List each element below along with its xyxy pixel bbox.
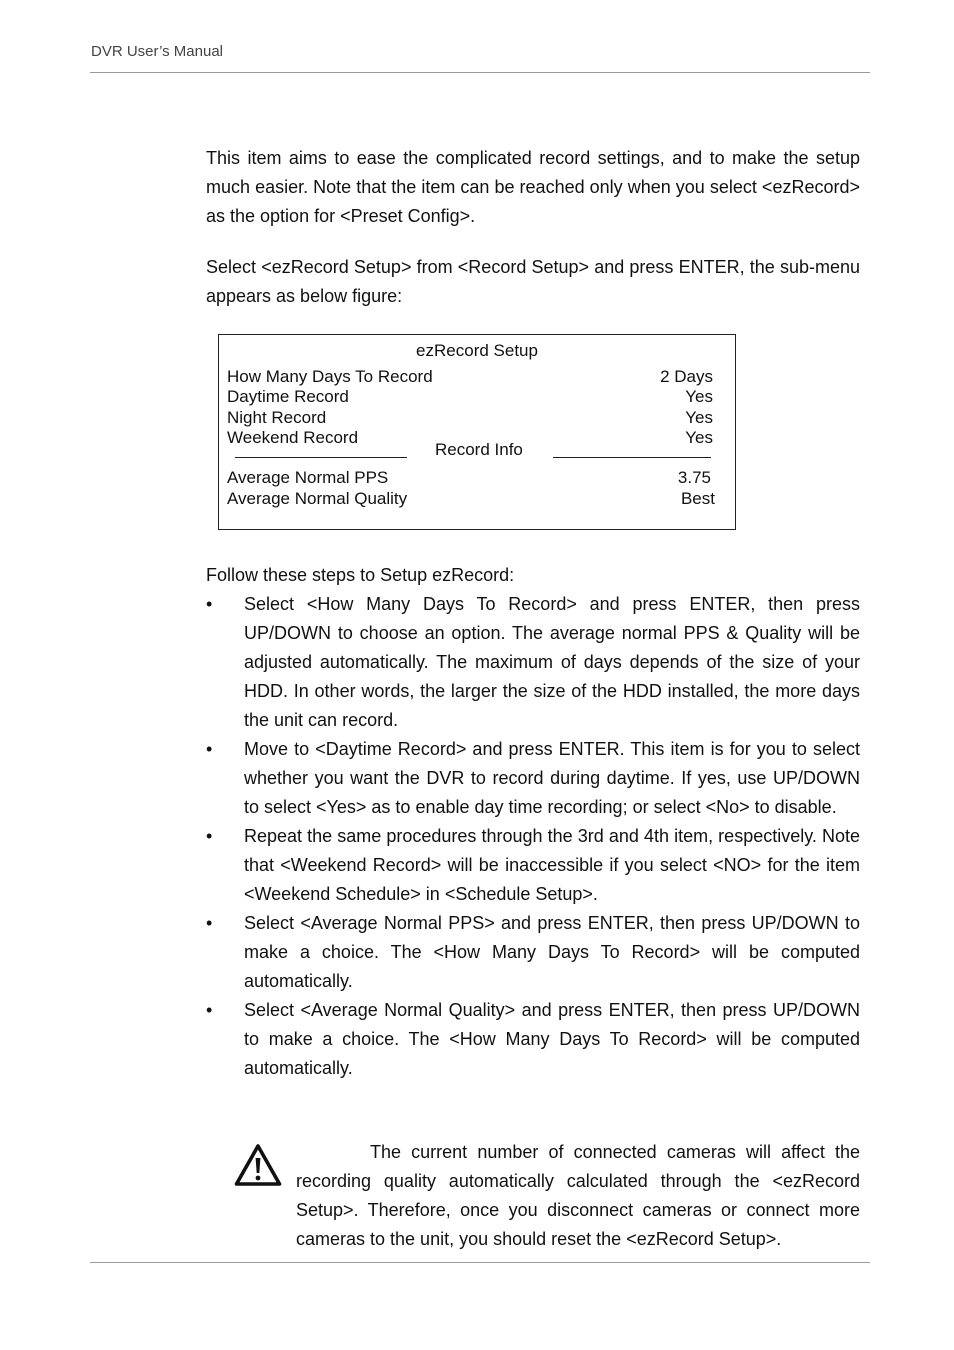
- menu-row-label: How Many Days To Record: [227, 367, 433, 386]
- info-row-value: 3.75: [677, 468, 711, 487]
- section-title: Record Info: [435, 440, 523, 459]
- header-rule: [90, 72, 870, 73]
- warning-icon: [234, 1143, 282, 1187]
- menu-row-value: Yes: [685, 408, 713, 427]
- list-item: • Move to <Daytime Record> and press ENTER. This item is for you to select whether you want the DVR to record during daytime. If yes, use UP/DOWN to select <Yes> as to enable day time recording; or select <No> to disable.: [206, 735, 860, 822]
- menu-row-label: Weekend Record: [227, 428, 359, 447]
- steps-list: [206, 590, 860, 1083]
- menu-row-value: Yes: [685, 428, 713, 447]
- menu-title: ezRecord Setup: [416, 341, 538, 360]
- ezrecord-setup-menu: [218, 334, 736, 530]
- steps-intro: Follow these steps to Setup ezRecord:: [206, 565, 515, 585]
- section-divider-right: [553, 457, 711, 458]
- warning-note-text: The current number of connected cameras will affect the recording quality automatically calculated through the <ezRecord Setup>. Therefore, once you disconnect cameras or connect more cameras to the unit, you should reset the <ezRecord Setup>.: [296, 1142, 860, 1249]
- list-item: • Select <Average Normal Quality> and press ENTER, then press UP/DOWN to make a choice. The <How Many Days To Record> will be computed automatically.: [206, 996, 860, 1083]
- list-item: • Select <How Many Days To Record> and press ENTER, then press UP/DOWN to choose an option. The average normal PPS & Quality will be adjusted automatically. The maximum of days depends of the size of your HDD. In other words, the larger the size of the HDD installed, the more days the unit can record.: [206, 590, 860, 735]
- footer-rule: [90, 1262, 870, 1263]
- running-header: DVR User’s Manual: [91, 43, 223, 60]
- list-item: • Select <Average Normal PPS> and press ENTER, then press UP/DOWN to make a choice. The <How Many Days To Record> will be computed automatically.: [206, 909, 860, 996]
- menu-row-value: Yes: [685, 387, 713, 406]
- warning-note: [296, 1138, 860, 1254]
- menu-row-value: 2 Days: [660, 367, 713, 386]
- instruction-paragraph: Select <ezRecord Setup> from <Record Setup> and press ENTER, the sub-menu appears as below figure:: [206, 257, 860, 306]
- menu-row-label: Night Record: [227, 408, 327, 427]
- section-divider-left: [235, 457, 407, 458]
- menu-row-label: Daytime Record: [227, 387, 349, 406]
- list-item: • Repeat the same procedures through the 3rd and 4th item, respectively. Note that <Weekend Record> will be inaccessible if you select <NO> for the item <Weekend Schedule> in <Schedule Setup>.: [206, 822, 860, 909]
- info-row-label: Average Normal Quality: [227, 489, 408, 508]
- intro-paragraph: This item aims to ease the complicated record settings, and to make the setup much easier. Note that the item can be reached only when you select <ezRecord> as the option for <Preset Config>.: [206, 148, 860, 226]
- info-row-value: Best: [680, 489, 715, 508]
- info-row-label: Average Normal PPS: [227, 468, 389, 487]
